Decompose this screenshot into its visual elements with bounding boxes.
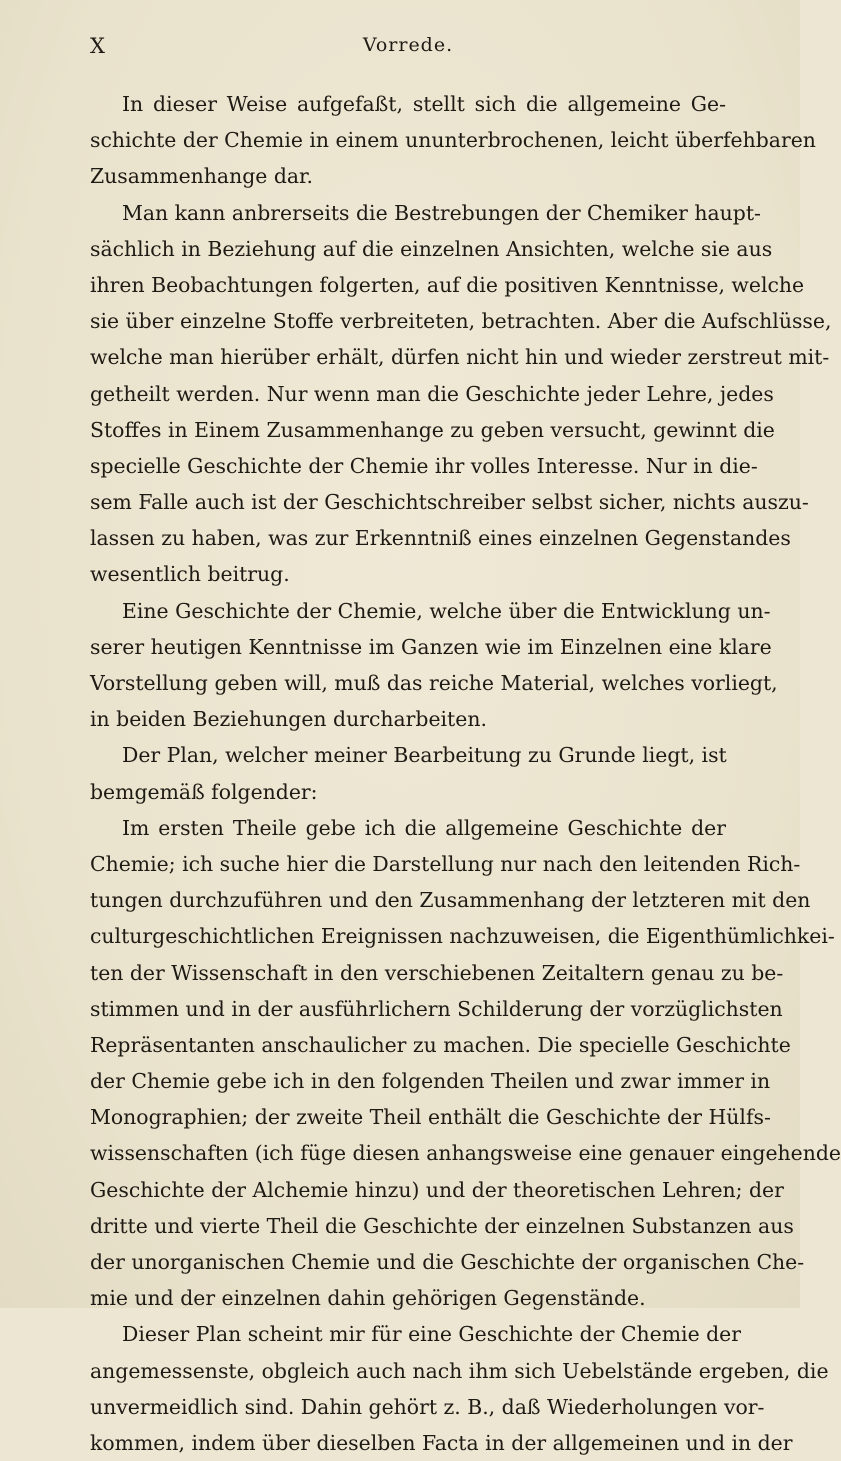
text-line: bemgemäß folgender: xyxy=(90,779,318,804)
text-line: kommen, indem über dieselben Facta in der allgemeinen und in der xyxy=(90,1430,793,1455)
text-line: Im ersten Theile gebe ich die allgemeine Geschichte der xyxy=(122,815,726,840)
text-line: Chemie; ich suche hier die Darstellung nur nach den leitenden Rich- xyxy=(90,851,801,876)
text-line: angemessenste, obgleich auch nach ihm sich Uebelstände ergeben, die xyxy=(90,1358,829,1383)
text-line: serer heutigen Kenntnisse im Ganzen wie im Einzelnen eine klare xyxy=(90,634,772,659)
text-line: wissenschaften (ich füge diesen anhangsweise eine genauer eingehende xyxy=(90,1141,841,1166)
text-line: Vorstellung geben will, muß das reiche Material, welches vorliegt, xyxy=(90,671,778,695)
text-line: Der Plan, welcher meiner Bearbeitung zu Grunde liegt, ist xyxy=(122,743,727,768)
text-line: wesentlich beitrug. xyxy=(90,562,290,587)
text-line: tungen durchzuführen und den Zusammenhang der letzteren mit den xyxy=(90,888,811,913)
text-line: culturgeschichtlichen Ereignissen nachzuweisen, die Eigenthümlichkei- xyxy=(90,924,835,949)
text-line: Repräsentanten anschaulicher zu machen. Die specielle Geschichte xyxy=(90,1032,791,1057)
text-line: dritte und vierte Theil die Geschichte der einzelnen Substanzen aus xyxy=(90,1213,794,1238)
text-line: lassen zu haben, was zur Erkenntniß eines einzelnen Gegenstandes xyxy=(90,526,791,551)
page-header xyxy=(90,34,726,68)
text-line: schichte der Chemie in einem ununterbrochenen, leicht überfehbaren xyxy=(90,128,816,153)
text-line: Stoffes in Einem Zusammenhange zu geben versucht, gewinnt die xyxy=(90,417,775,442)
text-line: In dieser Weise aufgefaßt, stellt sich die allgemeine Ge- xyxy=(122,92,726,116)
text-line: Man kann anbrerseits die Bestrebungen der Chemiker haupt- xyxy=(122,200,761,225)
text-line: sie über einzelne Stoffe verbreiteten, betrachten. Aber die Aufschlüsse, xyxy=(90,309,832,334)
text-line: getheilt werden. Nur wenn man die Geschichte jeder Lehre, jedes xyxy=(90,381,774,406)
text-line: Zusammenhange dar. xyxy=(90,164,314,189)
text-line: stimmen und in der ausführlichern Schilderung der vorzüglichsten xyxy=(90,996,783,1021)
text-line: sächlich in Beziehung auf die einzelnen Ansichten, welche sie aus xyxy=(90,236,773,261)
text-line: in beiden Beziehungen durcharbeiten. xyxy=(90,707,487,732)
text-line: der unorganischen Chemie und die Geschichte der organischen Che- xyxy=(90,1250,805,1274)
text-line: der Chemie gebe ich in den folgenden Theilen und zwar immer in xyxy=(90,1069,771,1094)
text-line: ten der Wissenschaft in den verschiebenen Zeitaltern genau zu be- xyxy=(90,960,784,985)
text-line: Monographien; der zweite Theil enthält die Geschichte der Hülfs- xyxy=(90,1105,771,1130)
text-line: mie und der einzelnen dahin gehörigen Gegenstände. xyxy=(90,1286,646,1311)
text-line: welche man hierüber erhält, dürfen nicht hin und wieder zerstreut mit- xyxy=(90,345,830,370)
running-head: Vorrede. xyxy=(362,34,454,56)
body-text xyxy=(90,86,841,1461)
text-line: unvermeidlich sind. Dahin gehört z. B., daß Wiederholungen vor- xyxy=(90,1394,765,1419)
text-line: ihren Beobachtungen folgerten, auf die positiven Kenntnisse, welche xyxy=(90,272,805,297)
text-line: specielle Geschichte der Chemie ihr volles Interesse. Nur in die- xyxy=(90,453,758,478)
text-line: sem Falle auch ist der Geschichtschreiber selbst sicher, nichts auszu- xyxy=(90,490,809,515)
text-line: Eine Geschichte der Chemie, welche über die Entwicklung un- xyxy=(122,598,771,623)
text-line: Dieser Plan scheint mir für eine Geschichte der Chemie der xyxy=(122,1322,741,1347)
text-line: Geschichte der Alchemie hinzu) und der theoretischen Lehren; der xyxy=(90,1177,784,1202)
page-number: X xyxy=(90,34,106,58)
